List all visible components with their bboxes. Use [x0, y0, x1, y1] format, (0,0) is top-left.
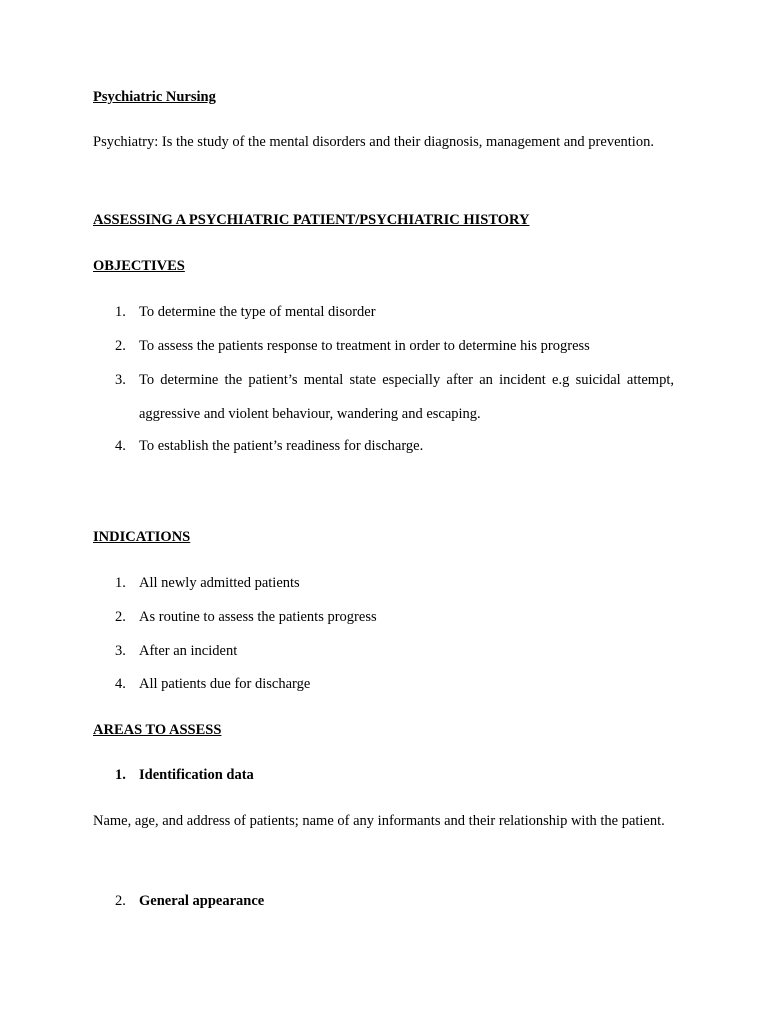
list-text: To assess the patients response to treatment in order to determine his progress	[139, 338, 590, 354]
indication-item	[93, 566, 674, 600]
objective-item	[93, 295, 674, 329]
list-number: 1.	[115, 575, 126, 591]
indication-item	[93, 634, 674, 668]
section-heading: ASSESSING A PSYCHIATRIC PATIENT/PSYCHIATRIC HISTORY	[93, 212, 530, 228]
document-title: Psychiatric Nursing	[93, 89, 216, 105]
list-text: All newly admitted patients	[139, 575, 300, 591]
indication-item	[93, 667, 674, 701]
list-number: 3.	[115, 372, 126, 388]
identification-paragraph: Name, age, and address of patients; name of any informants and their relationship with the patient.	[93, 813, 665, 829]
list-number: 1.	[115, 304, 126, 320]
list-text: General appearance	[139, 893, 265, 909]
indication-item	[93, 600, 674, 634]
objective-item	[93, 329, 674, 363]
list-text: To determine the type of mental disorder	[139, 304, 376, 320]
definition-paragraph: Psychiatry: Is the study of the mental disorders and their diagnosis, management and prevention.	[93, 134, 654, 150]
objectives-heading: OBJECTIVES	[93, 258, 185, 274]
list-text: To determine the patient’s mental state especially after an incident e.g suicidal attempt, aggressive and violent behaviour, wandering and escaping.	[139, 372, 674, 422]
list-number: 3.	[115, 643, 126, 659]
area-item	[93, 758, 674, 792]
list-text: To establish the patient’s readiness for discharge.	[139, 438, 424, 454]
list-number: 4.	[115, 676, 126, 692]
list-number: 2.	[115, 338, 126, 354]
list-number: 2.	[115, 609, 126, 625]
list-number: 4.	[115, 438, 126, 454]
area-item	[93, 884, 674, 918]
objective-item	[93, 429, 674, 463]
areas-heading: AREAS TO ASSESS	[93, 722, 222, 738]
objective-item	[93, 363, 674, 431]
list-text: After an incident	[139, 643, 238, 659]
list-text: As routine to assess the patients progress	[139, 609, 377, 625]
indications-heading: INDICATIONS	[93, 529, 191, 545]
list-text: Identification data	[139, 767, 254, 783]
list-number: 1.	[115, 767, 126, 783]
list-number: 2.	[115, 893, 126, 909]
list-text: All patients due for discharge	[139, 676, 311, 692]
